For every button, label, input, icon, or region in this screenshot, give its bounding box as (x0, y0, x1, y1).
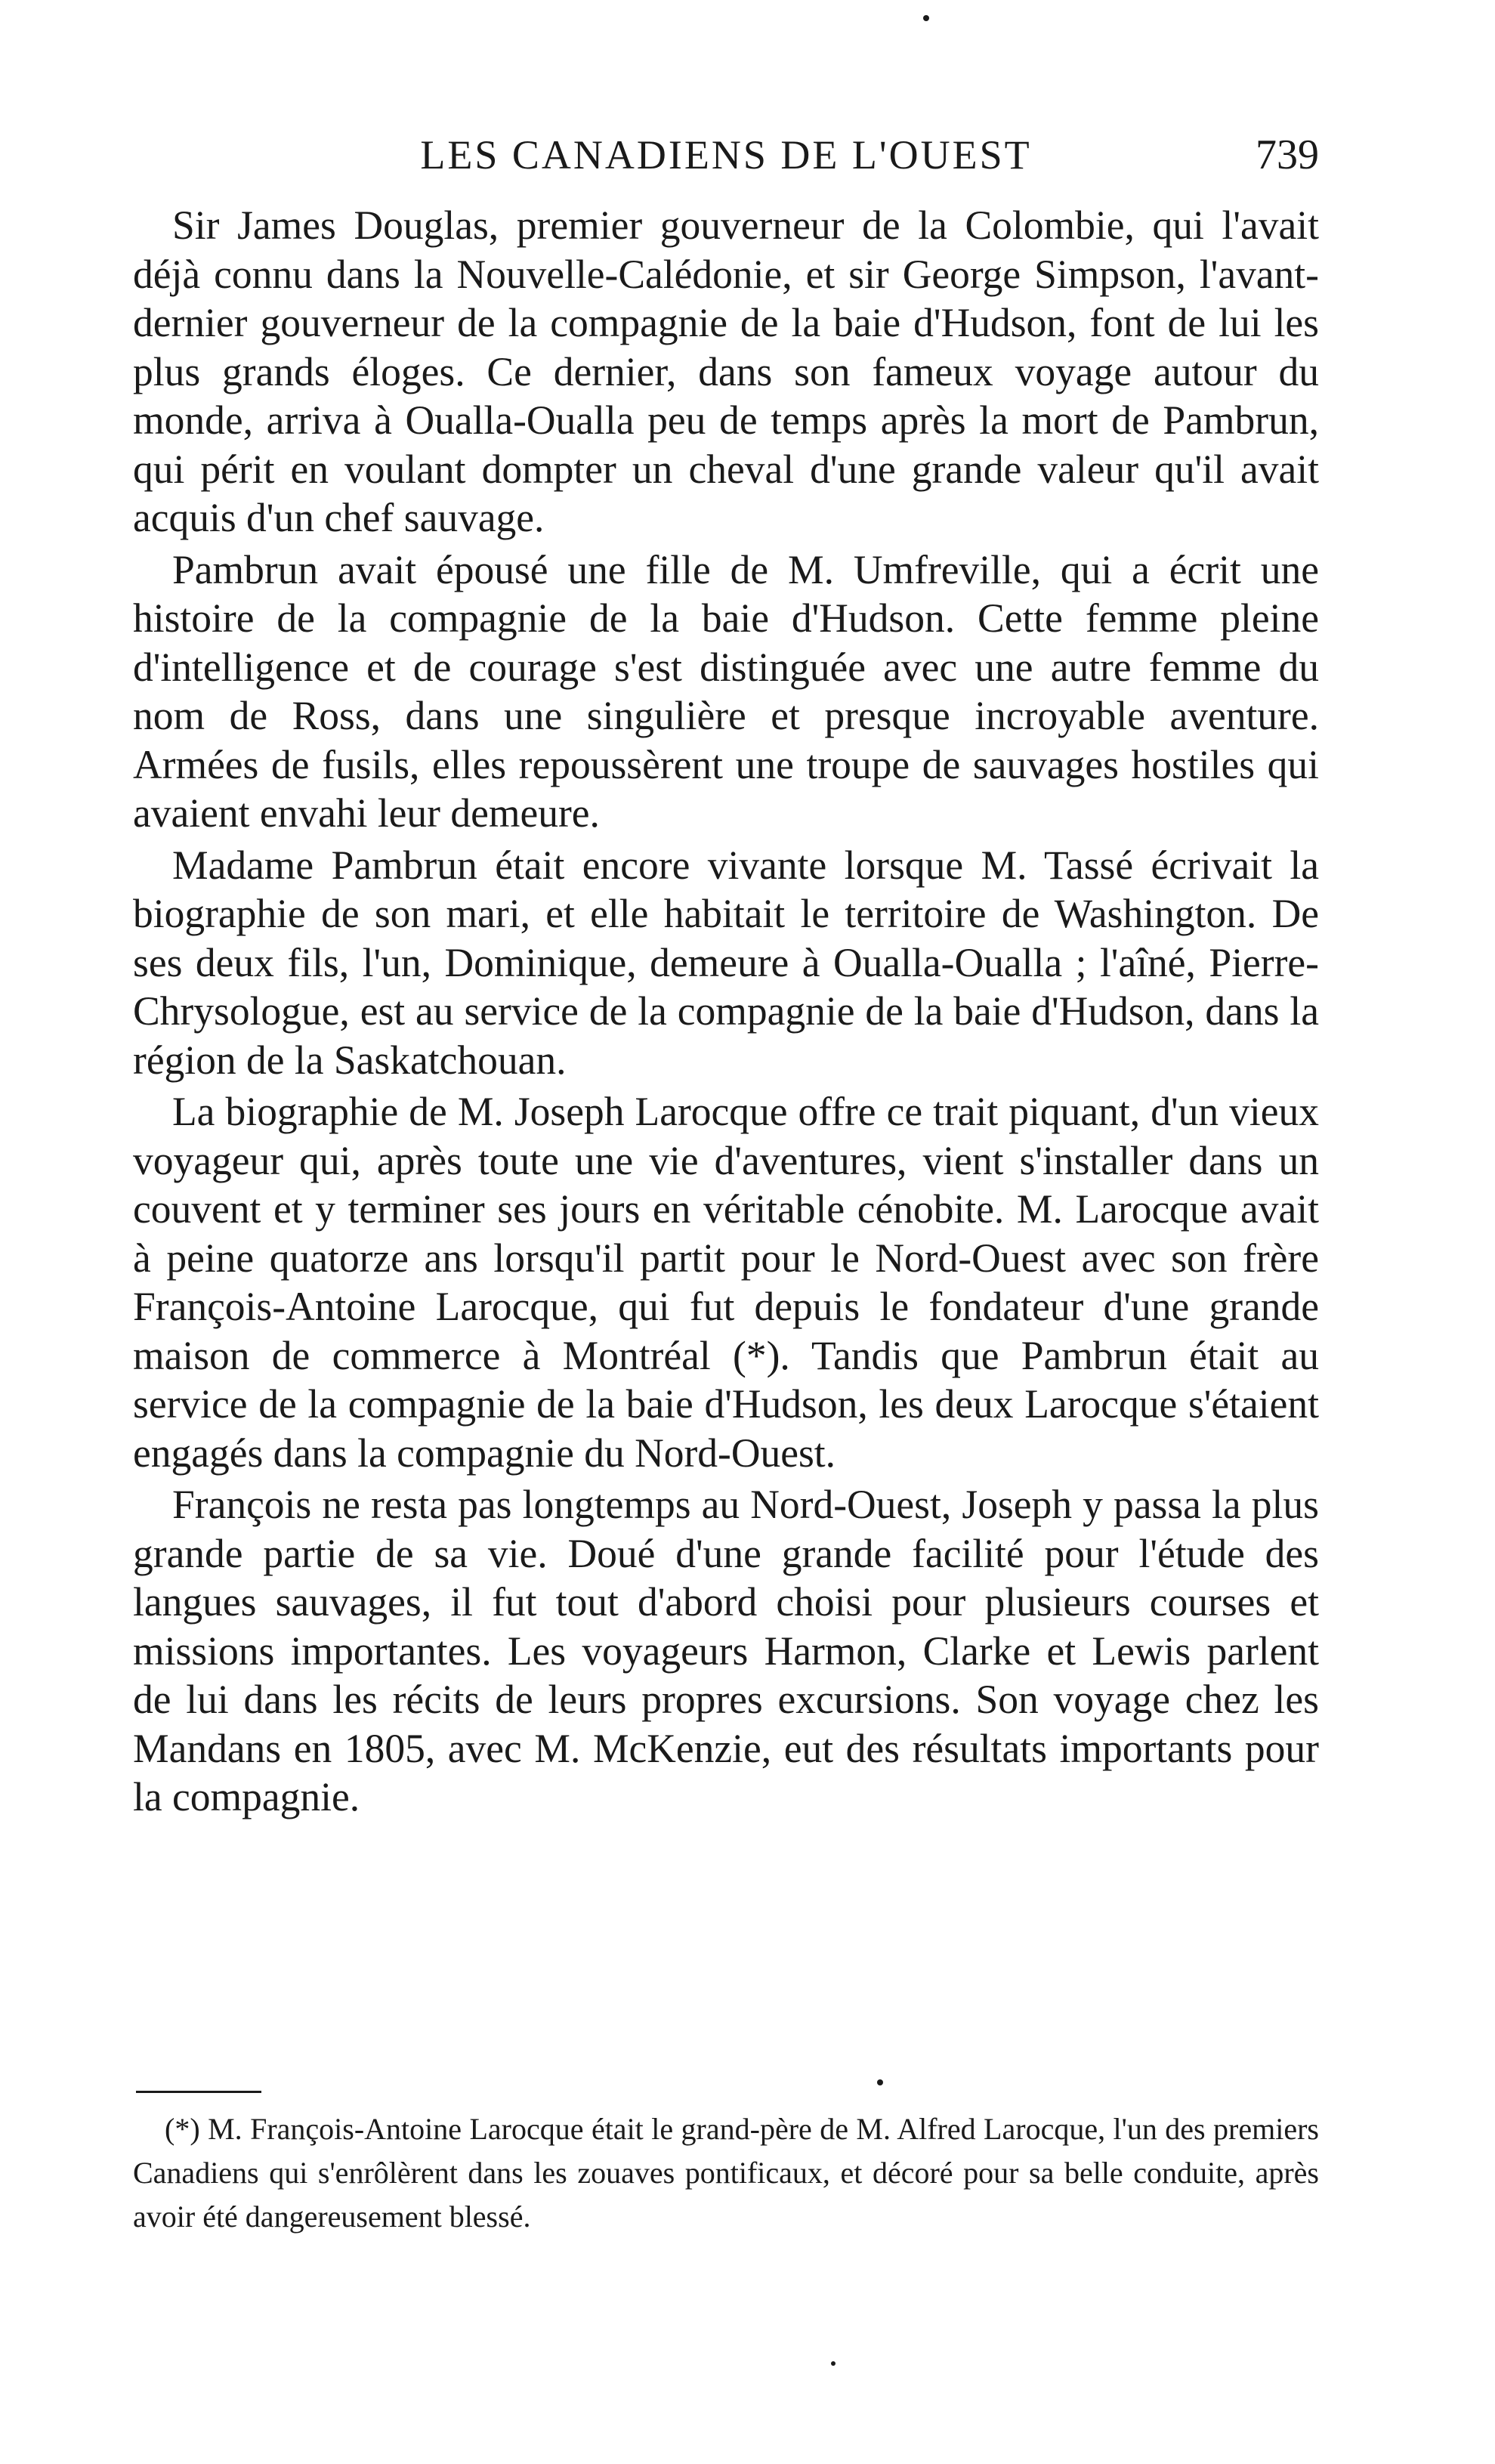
page-number: 739 (1256, 131, 1319, 178)
page-header (133, 128, 1319, 181)
paragraph-1: Sir James Douglas, premier gouverneur de la Colombie, qui l'avait déjà connu dans la Nouvelle-Calédonie, et sir George Simpson, l'avant-dernier gouverneur de la compagnie de la baie d'Hudson, font de lui les plus grands éloges. Ce dernier, dans son fameux voyage autour du monde, arriva à Oualla-Oualla peu de temps après la mort de Pambrun, qui périt en voulant dompter un cheval d'une grande valeur qu'il avait acquis d'un chef sauvage. (133, 202, 1319, 540)
running-title: LES CANADIENS DE L'OUEST (420, 132, 1032, 178)
paragraph-2: Pambrun avait épousé une fille de M. Umfreville, qui a écrit une histoire de la compagnie de la baie d'Hudson. Cette femme pleine d'intelligence et de courage s'est distinguée avec une autre femme du nom de Ross, dans une singulière et presque incroyable aventure. Armées de fusils, elles repoussèrent une troupe de sauvages hostiles qui avaient envahi leur demeure. (133, 546, 1319, 836)
paragraph-4: La biographie de M. Joseph Larocque offre ce trait piquant, d'un vieux voyageur qui, après toute une vie d'aventures, vient s'installer dans un couvent et y terminer ses jours en véritable cénobite. M. Larocque avait à peine quatorze ans lorsqu'il partit pour le Nord-Ouest avec son frère François-Antoine Larocque, qui fut depuis le fondateur d'une grande maison de commerce à Montréal (*). Tandis que Pambrun était au service de la compagnie de la baie d'Hudson, les deux Larocque s'étaient engagés dans la compagnie du Nord-Ouest. (133, 1089, 1319, 1476)
footnote-separator (136, 2091, 261, 2093)
print-speck (831, 2361, 836, 2366)
paragraph-3: Madame Pambrun était encore vivante lorsque M. Tassé écrivait la biographie de son mari, et elle habitait le territoire de Washington. De ses deux fils, l'un, Dominique, demeure à Oualla-Oualla ; l'aîné, Pierre-Chrysologue, est au service de la compagnie de la baie d'Hudson, dans la région de la Saskatchouan. (133, 842, 1319, 1083)
paragraph-5: François ne resta pas longtemps au Nord-Ouest, Joseph y passa la plus grande partie de sa vie. Doué d'une grande facilité pour l'étude des langues sauvages, il fut tout d'abord choisi pour plusieurs courses et missions importantes. Les voyageurs Harmon, Clarke et Lewis parlent de lui dans les récits de leurs propres excursions. Son voyage chez les Mandans en 1805, avec M. McKenzie, eut des résultats importants pour la compagnie. (133, 1482, 1319, 1819)
footnote: (*) M. François-Antoine Larocque était le grand-père de M. Alfred Larocque, l'un des premiers Canadiens qui s'enrôlèrent dans les zouaves pontificaux, et décoré pour sa belle conduite, après avoir été dangereusement blessé. (133, 2112, 1319, 2234)
main-text (133, 201, 1319, 1825)
print-speck (923, 15, 929, 21)
print-speck (877, 2079, 883, 2085)
